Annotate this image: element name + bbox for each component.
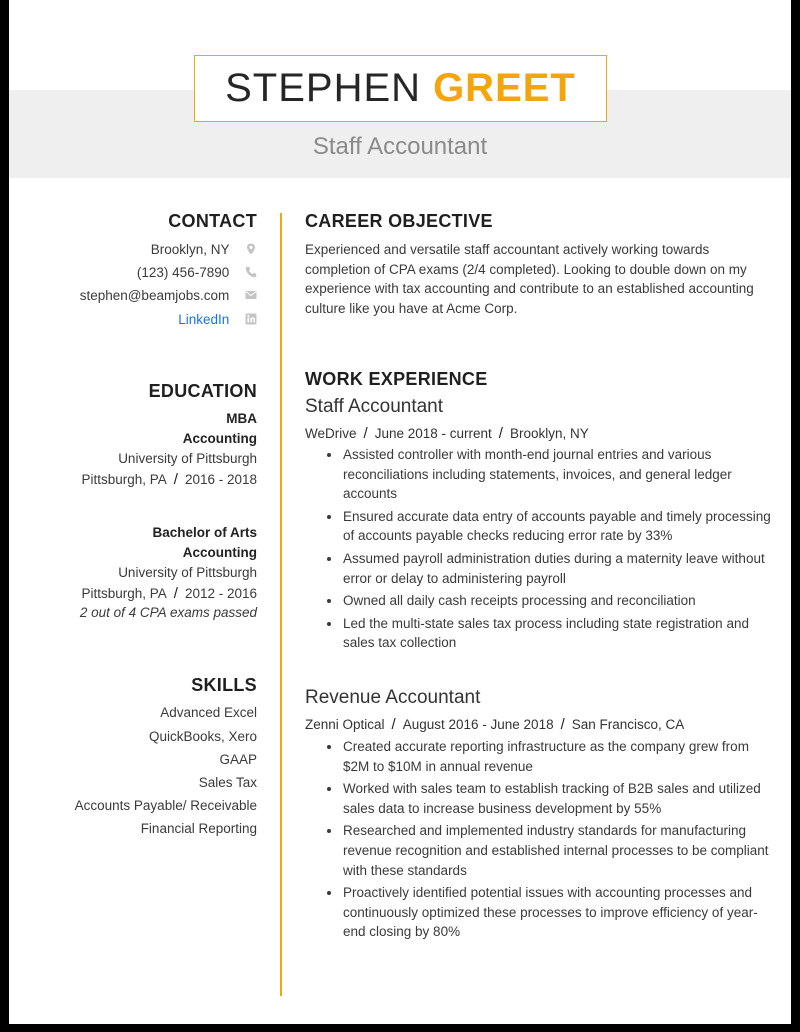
separator: / [363,425,368,442]
skill-item: QuickBooks, Xero [148,729,257,744]
name-box [194,55,607,122]
edu-2-years: 2012 - 2016 [184,586,257,601]
first-name: STEPHEN [225,66,422,110]
separator: / [560,716,565,733]
separator: / [498,425,503,442]
job-2-company: Zenni Optical [305,717,385,732]
location-text: Brooklyn, NY [150,242,230,257]
edu-1-school: University of Pittsburgh [118,451,257,466]
contact-location [151,242,257,257]
list-item: Created accurate reporting infrastructure as the company grew from $2M to $10M in annual revenue [305,737,771,776]
job-2-bullets [305,737,771,945]
linkedin-icon [245,313,257,325]
job-1-title: Staff Accountant [305,396,444,417]
list-item: Assisted controller with month-end journal entries and various reconciliations including statements, invoices, and general ledger accounts [305,445,771,504]
list-item: Researched and implemented industry standards for manufacturing revenue recognition and established internal processes to be compliant with these standards [305,821,771,880]
email-text[interactable]: stephen@beamjobs.com [79,288,230,303]
separator: / [173,471,178,488]
edu-2-degree: Bachelor of Arts [152,525,257,540]
edu-2-city: Pittsburgh, PA [81,586,167,601]
contact-phone [137,265,257,280]
map-pin-icon [245,243,257,255]
linkedin-link[interactable]: LinkedIn [178,312,230,327]
skill-item: Financial Reporting [140,821,257,836]
separator: / [173,585,178,602]
skill-item: Advanced Excel [160,705,257,720]
job-2-dates: August 2016 - June 2018 [402,717,554,732]
contact-heading: CONTACT [168,211,257,231]
objective-heading: CAREER OBJECTIVE [305,211,493,231]
list-item: Proactively identified potential issues with accounting processes and continuously optimized these processes to improve efficiency of year-end closing by 80% [305,883,771,942]
edu-2-note: 2 out of 4 CPA exams passed [79,605,257,620]
phone-text: (123) 456-7890 [136,265,230,280]
skill-item: GAAP [219,752,257,767]
list-item: Ensured accurate data entry of accounts payable and timely processing of accounts payable checks reducing error rate by 33% [305,507,771,546]
skill-item: Sales Tax [198,775,257,790]
education-heading: EDUCATION [148,381,257,401]
job-1-bullets [305,445,771,656]
objective-text: Experienced and versatile staff accountant actively working towards completion of CPA exams (2/4 completed). Looking to double down on my experience with tax accounting and contribute to an established accounting culture like you have at Acme Corp. [305,242,754,316]
skill-item: Accounts Payable/ Receivable [74,798,257,813]
job-title-header: Staff Accountant [312,133,488,160]
list-item: Led the multi-state sales tax process including state registration and sales tax collection [305,614,771,653]
phone-icon [245,266,257,278]
job-1-meta [305,425,589,442]
edu-1-location-years [81,471,257,488]
job-1-dates: June 2018 - current [374,426,492,441]
job-1-company: WeDrive [305,426,357,441]
column-divider [280,213,282,996]
separator: / [391,716,396,733]
edu-1-years: 2016 - 2018 [184,472,257,487]
envelope-icon [245,289,257,301]
list-item: Owned all daily cash receipts processing and reconciliation [305,591,771,611]
job-1-location: Brooklyn, NY [509,426,589,441]
experience-heading: WORK EXPERIENCE [305,369,488,389]
contact-email [80,288,257,303]
list-item: Assumed payroll administration duties during a maternity leave without error or delay to administering payroll [305,549,771,588]
skills-heading: SKILLS [191,675,257,695]
edu-2-field: Accounting [182,545,257,560]
list-item: Worked with sales team to establish tracking of B2B sales and utilized sales data to increase business development by 55% [305,779,771,818]
edu-2-location-years [81,585,257,602]
edu-1-field: Accounting [182,431,257,446]
job-2-location: San Francisco, CA [571,717,685,732]
edu-1-degree: MBA [226,411,257,426]
job-2-meta [305,716,684,733]
last-name: GREET [433,66,576,110]
contact-linkedin [178,312,257,327]
edu-1-city: Pittsburgh, PA [81,472,167,487]
resume-page [9,0,791,1024]
edu-2-school: University of Pittsburgh [118,565,257,580]
job-2-title: Revenue Accountant [305,687,481,708]
